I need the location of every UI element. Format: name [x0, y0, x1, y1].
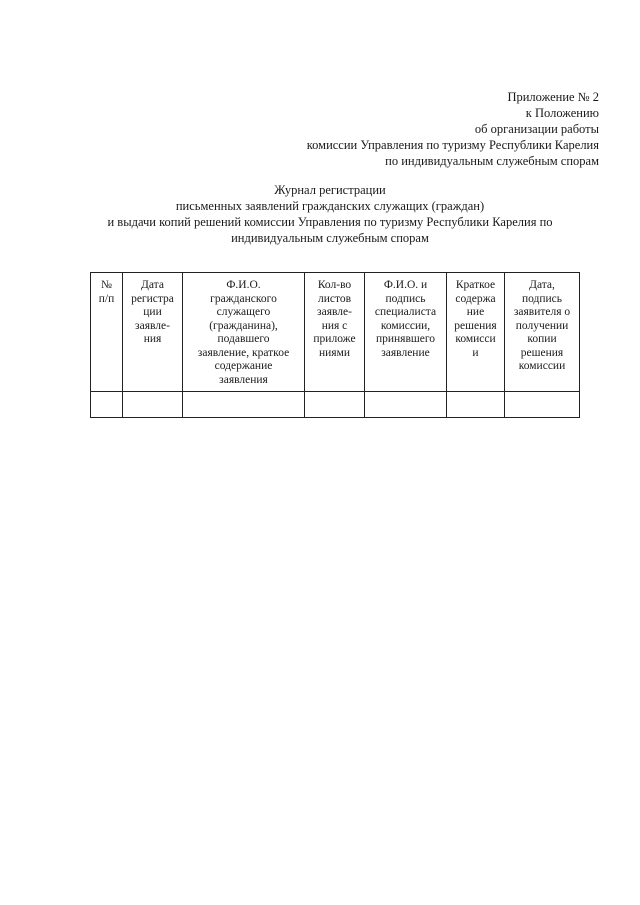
- col-decision-summary-header: Краткое содержа ние решения комисси и: [447, 273, 505, 392]
- appendix-to-regulation: к Положению: [525, 106, 599, 120]
- col-number-header: № п/п: [91, 273, 123, 392]
- col-receipt-header: Дата, подпись заявителя о получении копии решения комиссии: [505, 273, 580, 392]
- table-row: [91, 392, 580, 418]
- appendix-disputes: по индивидуальным служебным спорам: [385, 154, 599, 168]
- empty-cell: [183, 392, 305, 418]
- title-line: письменных заявлений гражданских служащих (граждан): [175, 199, 485, 213]
- title-line: индивидуальным служебным спорам: [231, 231, 429, 245]
- empty-cell: [447, 392, 505, 418]
- empty-cell: [91, 392, 123, 418]
- appendix-header: [307, 89, 599, 169]
- appendix-regulation-title: об организации работы: [474, 122, 599, 136]
- empty-cell: [123, 392, 183, 418]
- registration-journal-table: [90, 272, 580, 418]
- col-specialist-header: Ф.И.О. и подпись специалиста комиссии, принявшего заявление: [365, 273, 447, 392]
- empty-cell: [365, 392, 447, 418]
- document-title: [60, 182, 600, 246]
- appendix-number: Приложение № 2: [507, 90, 599, 104]
- col-registration-date-header: Дата регистра ции заявле- ния: [123, 273, 183, 392]
- col-sheet-count-header: Кол-во листов заявле- ния с приложе ниями: [305, 273, 365, 392]
- empty-cell: [305, 392, 365, 418]
- col-applicant-header: Ф.И.О. гражданского служащего (гражданина), подавшего заявление, краткое содержание заявления: [183, 273, 305, 392]
- appendix-commission: комиссии Управления по туризму Республики Карелия: [306, 138, 599, 152]
- empty-cell: [505, 392, 580, 418]
- title-line: и выдачи копий решений комиссии Управления по туризму Республики Карелия по: [107, 215, 553, 229]
- table-header-row: [91, 273, 580, 392]
- title-line: Журнал регистрации: [274, 183, 386, 197]
